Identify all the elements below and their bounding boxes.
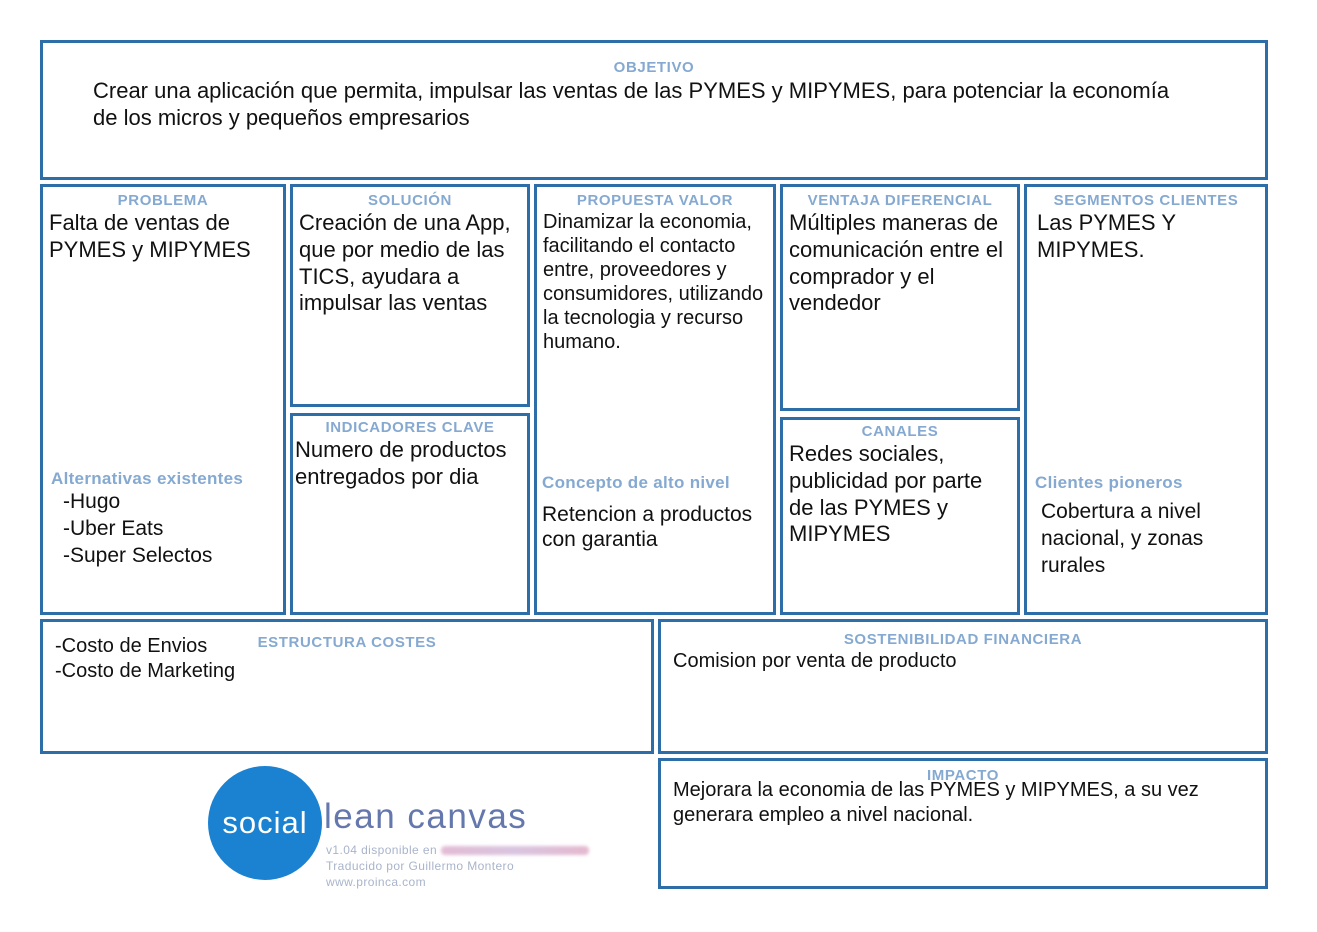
cell-ventaja: [780, 184, 1020, 411]
alternativas-block: [43, 469, 283, 570]
indicadores-label: INDICADORES CLAVE: [325, 419, 495, 436]
logo-wordmark: lean canvas: [324, 797, 528, 836]
impacto-text: Mejorara la economia de las PYMES y MIPYMES, a su vez generara empleo a nivel nacional.: [673, 779, 1199, 826]
logo-website-line: www.proinca.com: [326, 875, 427, 890]
solucion-label: SOLUCIÓN: [368, 192, 452, 209]
canales-text: Redes sociales, publicidad por parte de las PYMES y MIPYMES: [789, 441, 983, 547]
ventaja-text: Múltiples maneras de comunicación entre el comprador y el vendedor: [789, 210, 1004, 316]
pioneros-label: Clientes pioneros: [1035, 473, 1183, 492]
segmentos-text: Las PYMES Y MIPYMES.: [1037, 210, 1176, 262]
segmentos-label: SEGMENTOS CLIENTES: [1053, 192, 1239, 209]
alternativa-item: -Hugo: [63, 490, 121, 513]
objetivo-text: Crear una aplicación que permita, impulsar las ventas de las PYMES y MIPYMES, para potenciar la economía de los micros y pequeños empresarios: [93, 78, 1170, 130]
ventaja-label: VENTAJA DIFERENCIAL: [807, 192, 993, 209]
cell-sostenibilidad: [658, 619, 1268, 754]
propuesta-text: Dinamizar la economia, facilitando el contacto entre, proveedores y consumidores, utilizando la tecnologia y recurso humano.: [543, 211, 764, 353]
propuesta-label: PROPUESTA VALOR: [576, 192, 734, 209]
cell-impacto: [658, 758, 1268, 889]
coste-item: -Costo de Marketing: [55, 660, 236, 682]
logo-version-line: v1.04 disponible en: [326, 842, 589, 858]
logo-translator-line: Traducido por Guillermo Montero: [326, 859, 515, 874]
cell-objetivo: [40, 40, 1268, 180]
blurred-url: [441, 846, 589, 855]
alternativa-item: -Uber Eats: [63, 516, 164, 540]
cell-problema: [40, 184, 286, 615]
costes-label: ESTRUCTURA COSTES: [257, 634, 437, 651]
objetivo-label: OBJETIVO: [613, 59, 695, 76]
alternativa-item: -Super Selectos: [63, 543, 213, 567]
cell-solucion: [290, 184, 530, 407]
pioneros-text: Cobertura a nivel nacional, y zonas rurales: [1041, 500, 1204, 577]
problema-label: PROBLEMA: [117, 192, 209, 209]
sostenibilidad-text: Comision por venta de producto: [673, 650, 957, 672]
logo-smallprint: [326, 842, 589, 891]
concepto-text: Retencion a productos con garantia: [542, 503, 753, 552]
cell-canales: [780, 417, 1020, 615]
concepto-label: Concepto de alto nivel: [542, 473, 730, 492]
problema-text: Falta de ventas de PYMES y MIPYMES: [49, 210, 251, 262]
sostenibilidad-label: SOSTENIBILIDAD FINANCIERA: [843, 631, 1083, 648]
cell-indicadores: [290, 413, 530, 615]
cell-propuesta: [534, 184, 776, 615]
concepto-block: [537, 473, 773, 552]
alternativas-label: Alternativas existentes: [51, 469, 244, 488]
impacto-label: IMPACTO: [927, 767, 999, 784]
indicadores-text: Numero de productos entregados por dia: [295, 437, 507, 489]
pioneros-block: [1027, 473, 1265, 580]
coste-item: -Costo de Envios: [55, 635, 208, 657]
cell-segmentos: [1024, 184, 1268, 615]
cell-costes: [40, 619, 654, 754]
canales-label: CANALES: [861, 423, 939, 440]
solucion-text: Creación de una App, que por medio de las TICS, ayudara a impulsar las ventas: [299, 210, 511, 316]
logo-circle-text: social: [222, 805, 308, 840]
social-lean-canvas-logo: [208, 766, 322, 880]
